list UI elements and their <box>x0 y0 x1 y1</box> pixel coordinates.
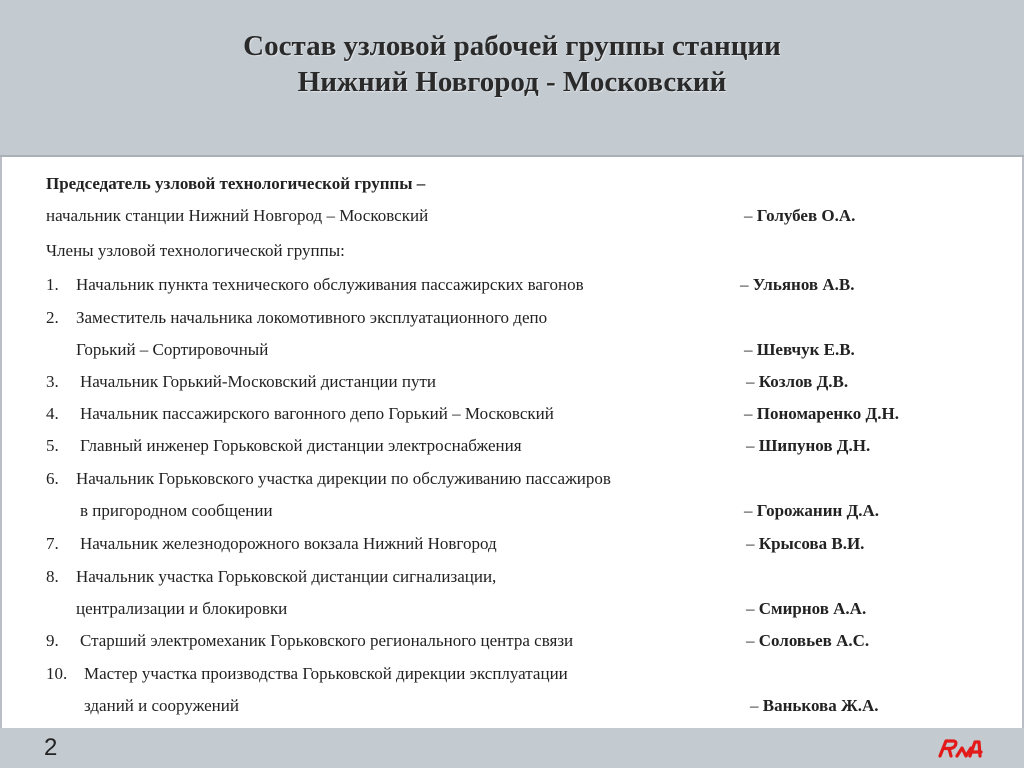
item-1-position: Начальник пункта технического обслуживания пассажирских вагонов <box>76 275 584 294</box>
item-10-name-cell: – Ванькова Ж.А. <box>750 696 879 715</box>
item-6-position: Начальник Горьковского участка дирекции по обслуживанию пассажиров <box>76 469 611 488</box>
item-3-name: Козлов Д.В. <box>758 372 849 391</box>
item-10-position: Мастер участка производства Горьковской дирекции эксплуатации <box>84 664 568 683</box>
item-4-name-cell: – Пономаренко Д.Н. <box>744 404 899 423</box>
item-10-name: Ванькова Ж.А. <box>762 696 879 715</box>
rzd-logo-icon <box>936 736 984 760</box>
item-6-position-cont: в пригородном сообщении <box>80 501 273 520</box>
slide-header <box>0 0 1024 157</box>
item-2-position: Заместитель начальника локомотивного эксплуатационного депо <box>76 308 548 327</box>
item-5-number: 5. <box>46 436 59 455</box>
item-8-number: 8. <box>46 567 59 586</box>
item-10-number: 10. <box>46 664 68 683</box>
item-6-name: Горожанин Д.А. <box>756 501 880 520</box>
page-number: 2 <box>44 734 58 761</box>
item-5-position: Главный инженер Горьковской дистанции электроснабжения <box>80 436 522 455</box>
item-1-name: Ульянов А.В. <box>752 275 855 294</box>
item-2-position-cont: Горький – Сортировочный <box>76 340 269 359</box>
item-3-position: Начальник Горький-Московский дистанции пути <box>80 372 437 391</box>
chairman-name: Голубев О.А. <box>756 206 856 225</box>
item-4-position: Начальник пассажирского вагонного депо Горький – Московский <box>80 404 554 423</box>
chairman-position: начальник станции Нижний Новгород – Московский <box>46 206 429 225</box>
item-7-name-cell: – Крысова В.И. <box>746 534 865 553</box>
item-4-name: Пономаренко Д.Н. <box>756 404 899 423</box>
item-1-name-cell: – Ульянов А.В. <box>740 275 855 294</box>
item-8-name-cell: – Смирнов А.А. <box>746 599 867 618</box>
item-8-name: Смирнов А.А. <box>758 599 867 618</box>
item-7-name: Крысова В.И. <box>758 534 865 553</box>
item-2-number: 2. <box>46 308 59 327</box>
chairman-title: Председатель узловой технологической группы – <box>46 174 426 193</box>
item-7-number: 7. <box>46 534 59 553</box>
item-9-name: Соловьев А.С. <box>758 631 870 650</box>
item-6-number: 6. <box>46 469 59 488</box>
item-1-number: 1. <box>46 275 59 294</box>
slide-footer <box>0 728 1024 768</box>
item-9-number: 9. <box>46 631 59 650</box>
item-8-position-cont: централизации и блокировки <box>76 599 288 618</box>
item-6-name-cell: – Горожанин Д.А. <box>744 501 880 520</box>
title-line-2: Нижний Новгород - Московский <box>297 66 727 98</box>
item-9-name-cell: – Соловьев А.С. <box>746 631 870 650</box>
item-3-name-cell: – Козлов Д.В. <box>746 372 849 391</box>
item-2-name-cell: – Шевчук Е.В. <box>744 340 855 359</box>
members-heading: Члены узловой технологической группы: <box>46 241 345 260</box>
item-3-number: 3. <box>46 372 59 391</box>
dash: – <box>744 206 753 225</box>
item-7-position: Начальник железнодорожного вокзала Нижний Новгород <box>80 534 497 553</box>
item-2-name: Шевчук Е.В. <box>756 340 855 359</box>
item-8-position: Начальник участка Горьковской дистанции сигнализации, <box>76 567 497 586</box>
item-5-name: Шипунов Д.Н. <box>758 436 871 455</box>
item-10-position-cont: зданий и сооружений <box>84 696 239 715</box>
item-5-name-cell: – Шипунов Д.Н. <box>746 436 871 455</box>
chairman-name-cell <box>744 206 855 226</box>
title-line-1: Состав узловой рабочей группы станции <box>243 30 781 62</box>
item-4-number: 4. <box>46 404 59 423</box>
item-9-position: Старший электромеханик Горьковского регионального центра связи <box>80 631 574 650</box>
